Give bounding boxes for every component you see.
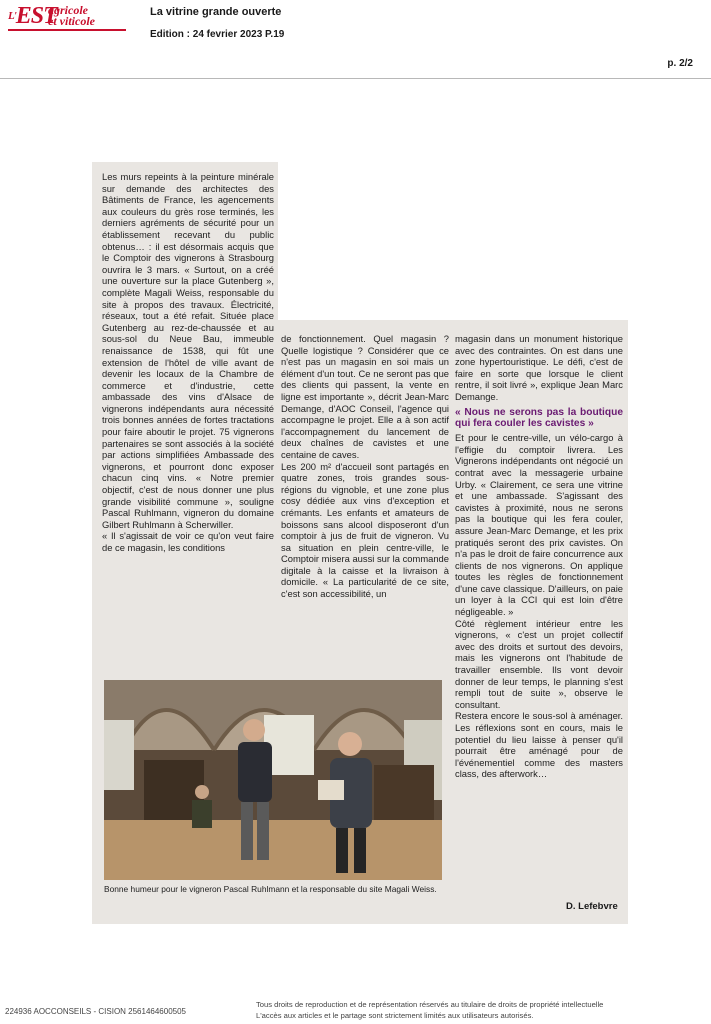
- logo-est: EST: [15, 3, 57, 29]
- article-column-3: [455, 333, 623, 780]
- article-column-1: [102, 171, 274, 554]
- logo-line2: et viticole: [48, 14, 95, 28]
- paragraph: Restera encore le sous-sol à aménager. Les réflexions sont en cours, mais le potentiel du lieu laisse à penser qu'il pourrait être aménagé pour de l'événementiel comme des masters class, des afterwork…: [455, 710, 623, 780]
- paragraph: Les 200 m² d'accueil sont partagés en quatre zones, trois grandes sous-régions du vignoble, et une zone plus cosy dédiée aux vins d'exception et crémants. Les enfants et amateurs de boissons sans alcool disposeront d'un comptoir à jus de fruit de vigneron. Vu sa situation en plein centre-ville, le Comptoir misera aussi sur la commande digitale à la caisse et la livraison à domicile. « La particularité de ce site, c'est son accessibilité, un: [281, 460, 449, 600]
- header-divider: [0, 78, 711, 79]
- author-signature: D. Lefebvre: [566, 901, 618, 912]
- article-photo: [104, 680, 442, 880]
- newspaper-logo: [8, 2, 128, 32]
- logo-underline: [8, 29, 126, 31]
- footer-reference: 224936 AOCCONSEILS - CISION 2561464600505: [5, 1007, 186, 1016]
- footer-copyright: [256, 999, 603, 1021]
- paragraph: Les murs repeints à la peinture minérale sur demande des architectes des Bâtiments de France, les agencements aux couleurs du grès rose terminés, les derniers agréments de sécurité pour un établissement recevant du public obtenus… : il est désormais acquis que le Comptoir des vignerons à Strasbourg ouvrira le 3 mars. « Surtout, on a créé une ouverture sur la place Gutenberg », complète Magali Weiss, responsable du site à propos des travaux. Électricité, réseaux, tout a été refait. Située place Gutenberg au rez-de-chaussée et au sous-sol du Neue Bau, immeuble renaissance de 1538, qui fût une extension de l'hôtel de ville avant de devenir les locaux de la Chambre de commerce et d'industrie, cette ambassade des vins d'Alsace de vignerons indépendants aura nécessité trois bonnes années de fortes tractations pour faire aboutir le projet. 75 vignerons partenaires se sont associés à la société par actions simplifiées Ambassade des vignerons, et pourront donc exposer chacun cinq vins. « Notre premier objectif, c'est de nous donner une plus grande visibilité commune », souligne Pascal Ruhlmann, vigneron du domaine Gilbert Ruhlmann à Scherwiller.: [102, 171, 274, 530]
- page-number: p. 2/2: [667, 58, 693, 69]
- article-subheading: « Nous ne serons pas la boutique qui fera couler les cavistes »: [455, 406, 623, 430]
- logo-line1: agricole: [48, 3, 88, 17]
- paragraph: magasin dans un monument historique avec des contraintes. On est dans une zone hypertouristique. Le défi, c'est de faire en sorte que lorsque le client rentre, il soit livré », explique Jean Marc Demange.: [455, 333, 623, 402]
- photo-caption: Bonne humeur pour le vigneron Pascal Ruhlmann et la responsable du site Magali Weiss.: [104, 884, 437, 894]
- paragraph: de fonctionnement. Quel magasin ? Quelle logistique ? Considérer que ce n'est pas un magasin en soi mais un élément d'un tout. Ce ne seront pas que des clients qui passent, la vente en ligne est importante », décrit Jean-Marc Demange, d'AOC Conseil, l'agence qui accompagne le projet. Elle a à son actif l'accompagnement du lancement de deux chaînes de cavistes et une centaine de caves.: [281, 333, 449, 460]
- edition-info: Edition : 24 fevrier 2023 P.19: [150, 29, 285, 40]
- paragraph: Côté règlement intérieur entre les vignerons, « c'est un projet collectif avec des droits et surtout des devoirs, mais les vignerons ont l'habitude de travailler ensemble. Ils vont devoir donner de leur temps, le planning s'est rempli tout de suite », observe le consultant.: [455, 617, 623, 710]
- article-column-2: [281, 333, 449, 600]
- paragraph: Et pour le centre-ville, un vélo-cargo à l'effigie du comptoir livrera. Les Vignerons indépendants ont négocié un contrat avec la messagerie urbaine Urby. « Clairement, ce sera une vitrine et une ambassade. S'agissant des cavistes à proximité, nous ne serons pas la boutique qui les fera couler, assure Jean-Marc Demange, et les prix pratiqués seront des prix cavistes. On n'a pas le droit de faire concurrence aux clients de nos vignerons. On applique toutes les règles de fonctionnement d'une cave classique. D'ailleurs, on paie un loyer à la CCI qui est loin d'être négligeable. »: [455, 432, 623, 618]
- photo-illustration: [104, 680, 442, 880]
- article-title: La vitrine grande ouverte: [150, 6, 282, 18]
- copyright-line-1: Tous droits de reproduction et de représentation réservés au titulaire de droits de propriété intellectuelle: [256, 1000, 604, 1009]
- copyright-line-2: L'accès aux articles et le partage sont strictement limités aux utilisateurs autorisés.: [256, 1011, 534, 1020]
- logo-subtitle: [48, 5, 95, 27]
- logo-prefix: L': [8, 10, 16, 22]
- paragraph: « Il s'agissait de voir ce qu'on veut faire de ce magasin, les conditions: [102, 530, 274, 553]
